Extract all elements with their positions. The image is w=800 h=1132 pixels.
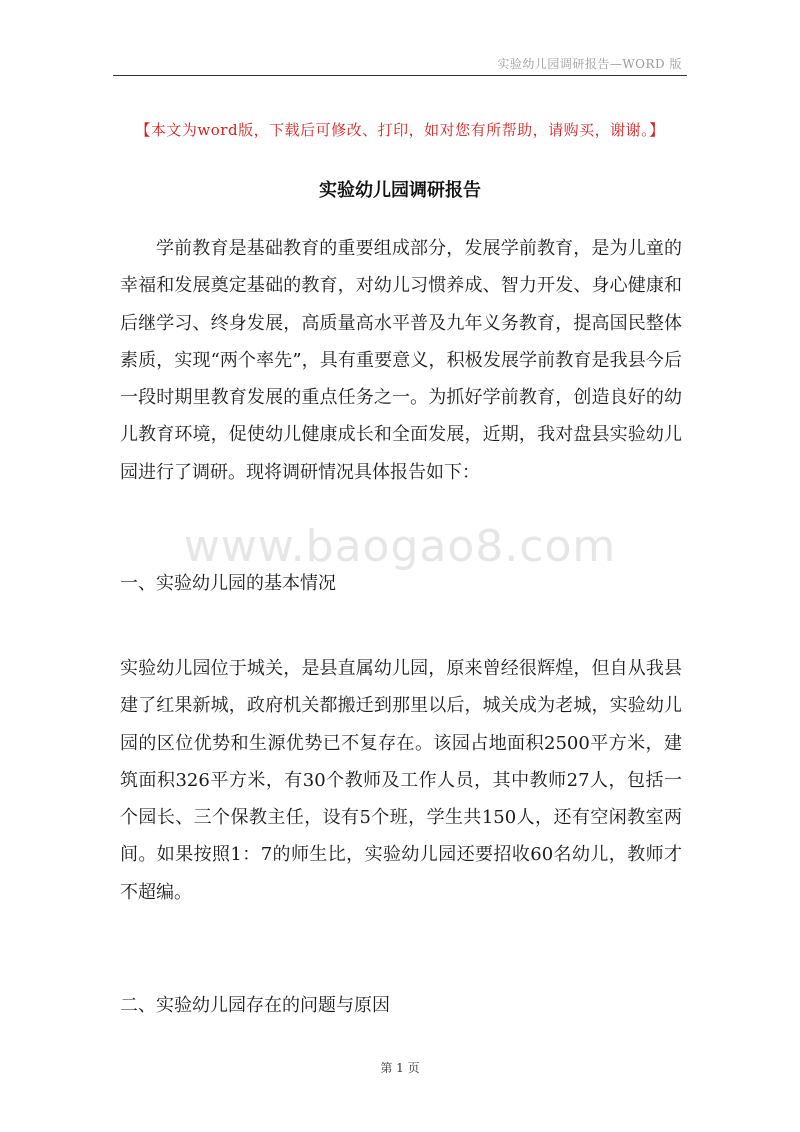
running-header: 实验幼儿园调研报告—WORD 版	[497, 57, 682, 71]
intro-paragraph: 学前教育是基础教育的重要组成部分，发展学前教育，是为儿童的幸福和发展奠定基础的教育，对幼儿习惯养成、智力开发、身心健康和后继学习、终身发展，高质量高水平普及九年义务教育，提高国民整体素质，实现“两个率先”，具有重要意义，积极发展学前教育是我县今后一段时期里教育发展的重点任务之一。为抓好学前教育，创造良好的幼儿教育环境，促使幼儿健康成长和全面发展，近期，我对盘县实验幼儿园进行了调研。现将调研情况具体报告如下：	[120, 238, 682, 483]
section-heading-2: 二、实验幼儿园存在的问题与原因	[120, 995, 390, 1016]
header-divider	[113, 75, 687, 76]
section-heading-1: 一、实验幼儿园的基本情况	[120, 573, 336, 594]
download-notice: 【本文为word版，下载后可修改、打印，如对您有所帮助，请购买，谢谢。】	[135, 121, 665, 139]
section-1-paragraph: 实验幼儿园位于城关，是县直属幼儿园，原来曾经很辉煌，但自从我县建了红果新城，政府机关都搬迁到那里以后，城关成为老城，实验幼儿园的区位优势和生源优势已不复存在。该园占地面积2500平方米，建筑面积326平方米，有30个教师及工作人员，其中教师27人，包括一个园长、三个保教主任，设有5个班，学生共150人，还有空闲教室两间。如果按照1：7的师生比，实验幼儿园还要招收60名幼儿，教师才不超编。	[120, 658, 682, 903]
page-number: 第 1 页	[380, 1061, 420, 1075]
watermark-text: www.baogao8.com	[183, 521, 617, 572]
document-title: 实验幼儿园调研报告	[319, 180, 481, 201]
